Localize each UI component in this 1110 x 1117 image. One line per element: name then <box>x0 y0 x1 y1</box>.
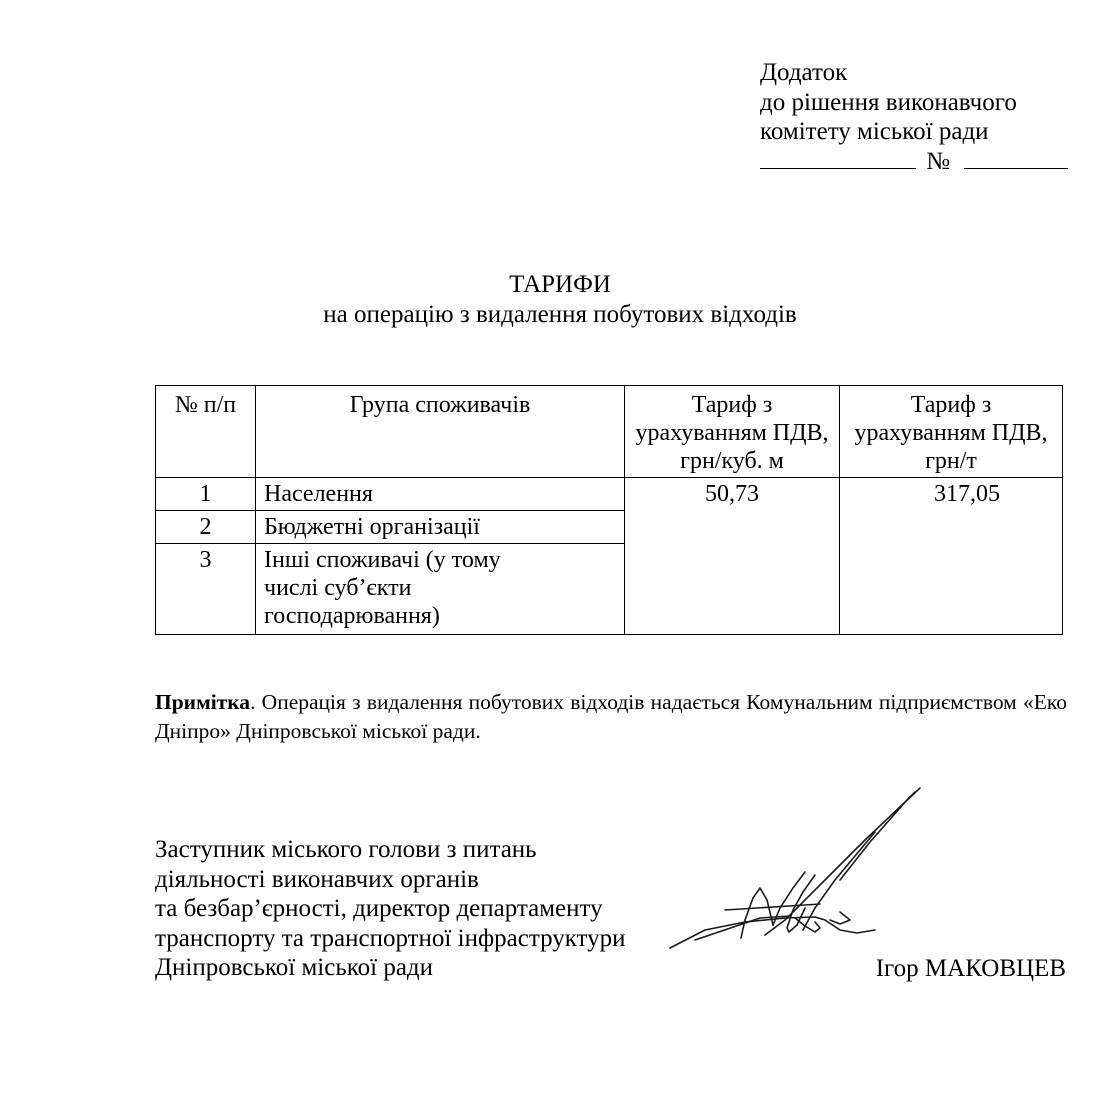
handwritten-signature <box>665 780 930 955</box>
row-consumer-group: Інші споживачі (у тому числі суб’єкти господарювання) <box>256 544 625 635</box>
position-line: транспорту та транспортної інфраструктури <box>155 924 626 952</box>
tariff-per-ton-value: 317,05 <box>840 478 1063 635</box>
row-number: 3 <box>156 544 256 635</box>
row-number: 1 <box>156 478 256 511</box>
position-line: та безбар’єрності, директор департаменту <box>155 895 603 922</box>
header-consumer-group: Група споживачів <box>256 386 625 478</box>
header-tariff-per-ton: Тариф з урахуванням ПДВ, грн/т <box>840 386 1063 478</box>
appendix-block <box>760 58 1068 176</box>
row-consumer-group: Населення <box>256 478 625 511</box>
position-line: Дніпровської міської ради <box>155 954 434 981</box>
decision-date-number-line <box>760 147 1068 177</box>
table-row <box>156 478 1063 511</box>
document-subtitle: на операцію з видалення побутових відходів <box>323 301 797 328</box>
position-line: діяльності виконавчих органів <box>155 865 479 893</box>
row-consumer-group: Бюджетні організації <box>256 511 625 544</box>
signatory-name: Ігор МАКОВЦЕВ <box>875 955 1066 982</box>
header-tariff-per-cubic-meter: Тариф з урахуванням ПДВ, грн/куб. м <box>625 386 840 478</box>
appendix-line-2: до рішення виконавчого <box>760 88 1017 116</box>
number-blank-line <box>964 148 1068 169</box>
date-blank-line <box>760 148 916 169</box>
tariff-per-cubic-meter-value: 50,73 <box>625 478 840 635</box>
note-text: . Операція з видалення побутових відходів надається Комунальним підприємством «Еко Дніпро» Дніпровської міської ради. <box>155 690 1067 743</box>
header-number: № п/п <box>156 386 256 478</box>
note-label: Примітка <box>155 690 251 714</box>
note-paragraph <box>155 688 1067 746</box>
tariff-table <box>155 385 1063 635</box>
position-line: Заступник міського голови з питань <box>155 836 537 863</box>
number-sign: № <box>926 147 951 175</box>
document-title: ТАРИФИ <box>509 271 611 298</box>
row-number: 2 <box>156 511 256 544</box>
appendix-line-1: Додаток <box>760 59 848 86</box>
table-header-row <box>156 386 1063 478</box>
signatory-position <box>155 835 626 983</box>
appendix-line-3: комітету міської ради <box>760 118 989 145</box>
